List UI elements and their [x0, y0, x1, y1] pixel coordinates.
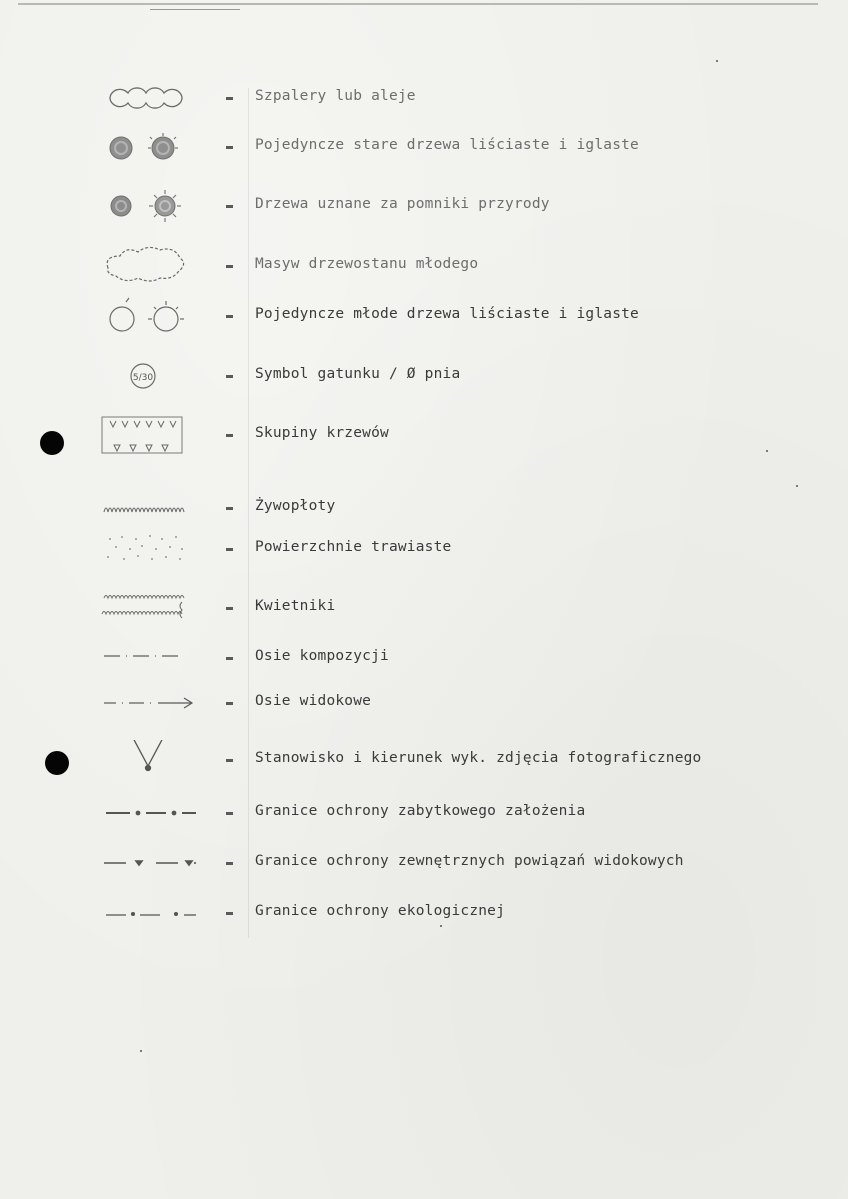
scan-speck — [140, 1050, 142, 1052]
species-symbol-text: 5/30 — [132, 373, 154, 383]
grass-area-icon — [96, 529, 196, 569]
legend-label: Szpalery lub aleje — [255, 88, 416, 104]
legend-dash — [226, 702, 233, 705]
legend-row — [0, 356, 848, 396]
young-stand-icon — [96, 246, 196, 286]
legend-label: Symbol gatunku / Ø pnia — [255, 366, 461, 382]
old-trees-icon — [96, 127, 196, 167]
legend-dash — [226, 912, 233, 915]
legend-row — [0, 893, 848, 933]
shrub-group-icon — [96, 415, 196, 455]
legend-row — [0, 78, 848, 118]
legend-label: Drzewa uznane za pomniki przyrody — [255, 196, 550, 212]
view-axis-icon — [96, 683, 196, 723]
legend-dash — [226, 375, 233, 378]
legend-row — [0, 588, 848, 628]
legend-dash — [226, 146, 233, 149]
legend-row — [0, 638, 848, 678]
legend-dash — [226, 548, 233, 551]
legend-row — [0, 127, 848, 167]
tree-row-icon — [96, 78, 196, 118]
legend-dash — [226, 507, 233, 510]
legend-row — [0, 186, 848, 226]
flowerbed-icon — [96, 588, 196, 628]
young-trees-icon — [96, 296, 196, 336]
legend-label: Pojedyncze stare drzewa liściaste i iglaste — [255, 137, 639, 153]
legend-label: Masyw drzewostanu młodego — [255, 256, 479, 272]
legend-row — [0, 488, 848, 528]
page-top-mark — [150, 9, 240, 10]
legend-dash — [226, 315, 233, 318]
eco-boundary-icon — [96, 893, 196, 933]
legend-dash — [226, 759, 233, 762]
monument-trees-icon — [96, 186, 196, 226]
legend-label: Powierzchnie trawiaste — [255, 539, 452, 555]
legend-label: Stanowisko i kierunek wyk. zdjęcia fotograficznego — [255, 750, 702, 766]
legend-row — [0, 793, 848, 833]
legend-label: Kwietniki — [255, 598, 336, 614]
legend-dash — [226, 205, 233, 208]
legend-row — [0, 683, 848, 723]
species-symbol-icon — [96, 356, 196, 396]
photo-position-icon — [96, 740, 196, 780]
legend-label: Żywopłoty — [255, 498, 336, 514]
legend-row — [0, 296, 848, 336]
legend-row — [0, 415, 848, 455]
legend-row — [0, 529, 848, 569]
legend-label: Granice ochrony ekologicznej — [255, 903, 506, 919]
scan-speck — [716, 60, 718, 62]
legend-label: Skupiny krzewów — [255, 425, 389, 441]
legend-label: Osie kompozycji — [255, 648, 389, 664]
legend-dash — [226, 812, 233, 815]
legend-dash — [226, 657, 233, 660]
view-boundary-icon — [96, 843, 196, 883]
monument-boundary-icon — [96, 793, 196, 833]
legend-label: Granice ochrony zewnętrznych powiązań widokowych — [255, 853, 684, 869]
legend-row — [0, 843, 848, 883]
legend-label: Pojedyncze młode drzewa liściaste i iglaste — [255, 306, 639, 322]
legend-row — [0, 246, 848, 286]
hedge-icon — [96, 488, 196, 528]
legend-dash — [226, 607, 233, 610]
legend-dash — [226, 434, 233, 437]
legend-label: Osie widokowe — [255, 693, 372, 709]
legend-row — [0, 740, 848, 780]
legend-dash — [226, 97, 233, 100]
legend-dash — [226, 862, 233, 865]
legend-dash — [226, 265, 233, 268]
page-top-edge — [18, 3, 818, 5]
composition-axis-icon — [96, 638, 196, 678]
scan-speck — [796, 485, 798, 487]
legend-label: Granice ochrony zabytkowego założenia — [255, 803, 586, 819]
